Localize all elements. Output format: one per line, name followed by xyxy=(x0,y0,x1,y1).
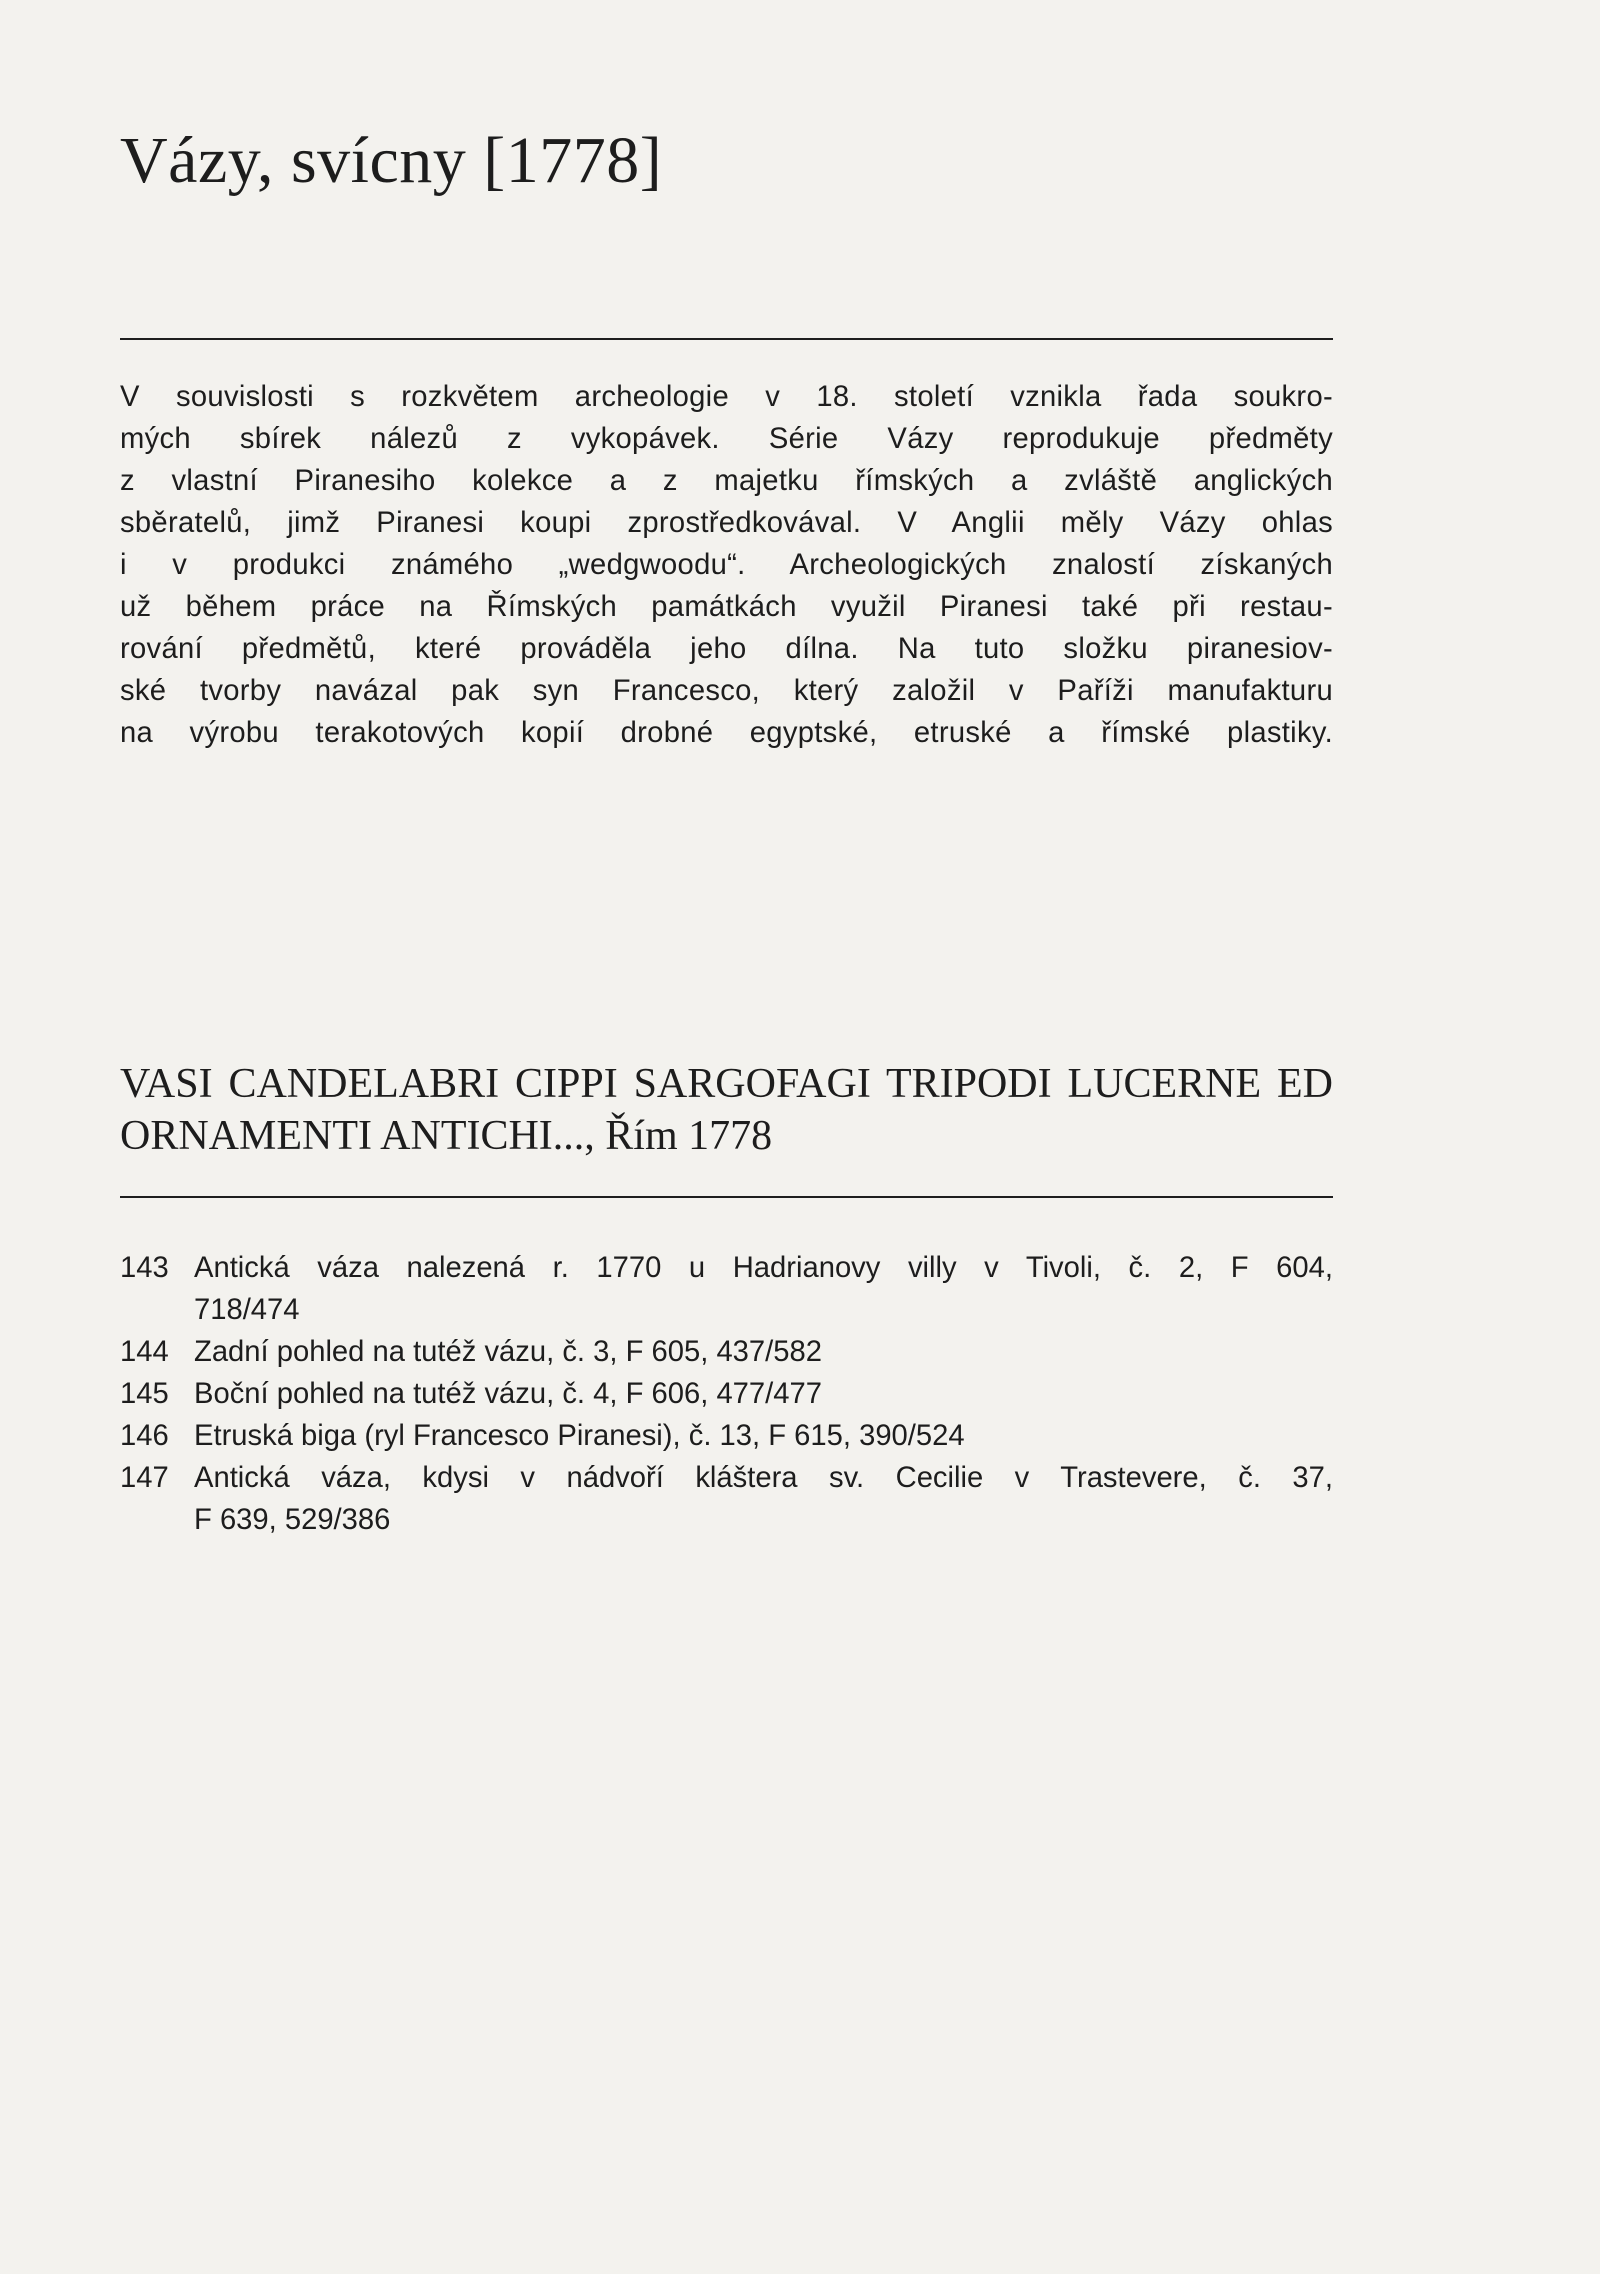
intro-line: na výrobu terakotových kopií drobné egyptské, etruské a římské plastiky. xyxy=(120,717,1333,749)
section-heading-line: VASI CANDELABRI CIPPI SARGOFAGI TRIPODI LUCERNE ED xyxy=(120,1061,1333,1107)
entry-number: 145 xyxy=(120,1378,169,1410)
intro-line: mých sbírek nálezů z vykopávek. Série Vázy reprodukuje předměty xyxy=(120,423,1333,455)
section-heading xyxy=(120,1058,1333,1162)
intro-line: ské tvorby navázal pak syn Francesco, který založil v Paříži manufakturu xyxy=(120,675,1333,707)
section-heading-line: ORNAMENTI ANTICHI..., Řím 1778 xyxy=(120,1113,773,1159)
intro-line: rování předmětů, které prováděla jeho dílna. Na tuto složku piranesiov- xyxy=(120,633,1333,665)
catalog-entry xyxy=(120,1373,1333,1415)
entry-text: F 639, 529/386 xyxy=(194,1504,391,1536)
intro-line: sběratelů, jimž Piranesi koupi zprostředkovával. V Anglii měly Vázy ohlas xyxy=(120,507,1333,539)
entry-text: Antická váza nalezená r. 1770 u Hadrianovy villy v Tivoli, č. 2, F 604, xyxy=(194,1252,1333,1284)
intro-line: z vlastní Piranesiho kolekce a z majetku římských a zvláště anglických xyxy=(120,465,1333,497)
entry-text: Zadní pohled na tutéž vázu, č. 3, F 605, 437/582 xyxy=(194,1336,822,1368)
page-title: Vázy, svícny [1778] xyxy=(120,124,663,197)
entry-number: 146 xyxy=(120,1420,169,1452)
intro-line: V souvislosti s rozkvětem archeologie v 18. století vznikla řada soukro- xyxy=(120,381,1333,413)
catalog-entry xyxy=(120,1331,1333,1373)
entry-number: 144 xyxy=(120,1336,169,1368)
intro-paragraph xyxy=(120,376,1333,754)
intro-line: už během práce na Římských památkách využil Piranesi také při restau- xyxy=(120,591,1333,623)
entry-text: 718/474 xyxy=(194,1294,300,1326)
catalog-entry xyxy=(120,1457,1333,1541)
catalog-list xyxy=(120,1247,1333,1541)
entry-number: 143 xyxy=(120,1252,169,1284)
catalog-entry xyxy=(120,1415,1333,1457)
entry-text: Boční pohled na tutéž vázu, č. 4, F 606, 477/477 xyxy=(194,1378,822,1410)
top-divider xyxy=(120,338,1333,340)
intro-line: i v produkci známého „wedgwoodu“. Archeologických znalostí získaných xyxy=(120,549,1333,581)
section-divider xyxy=(120,1196,1333,1198)
entry-text: Etruská biga (ryl Francesco Piranesi), č. 13, F 615, 390/524 xyxy=(194,1420,965,1452)
entry-number: 147 xyxy=(120,1462,169,1494)
catalog-entry xyxy=(120,1247,1333,1331)
entry-text: Antická váza, kdysi v nádvoří kláštera sv. Cecilie v Trastevere, č. 37, xyxy=(194,1462,1333,1494)
